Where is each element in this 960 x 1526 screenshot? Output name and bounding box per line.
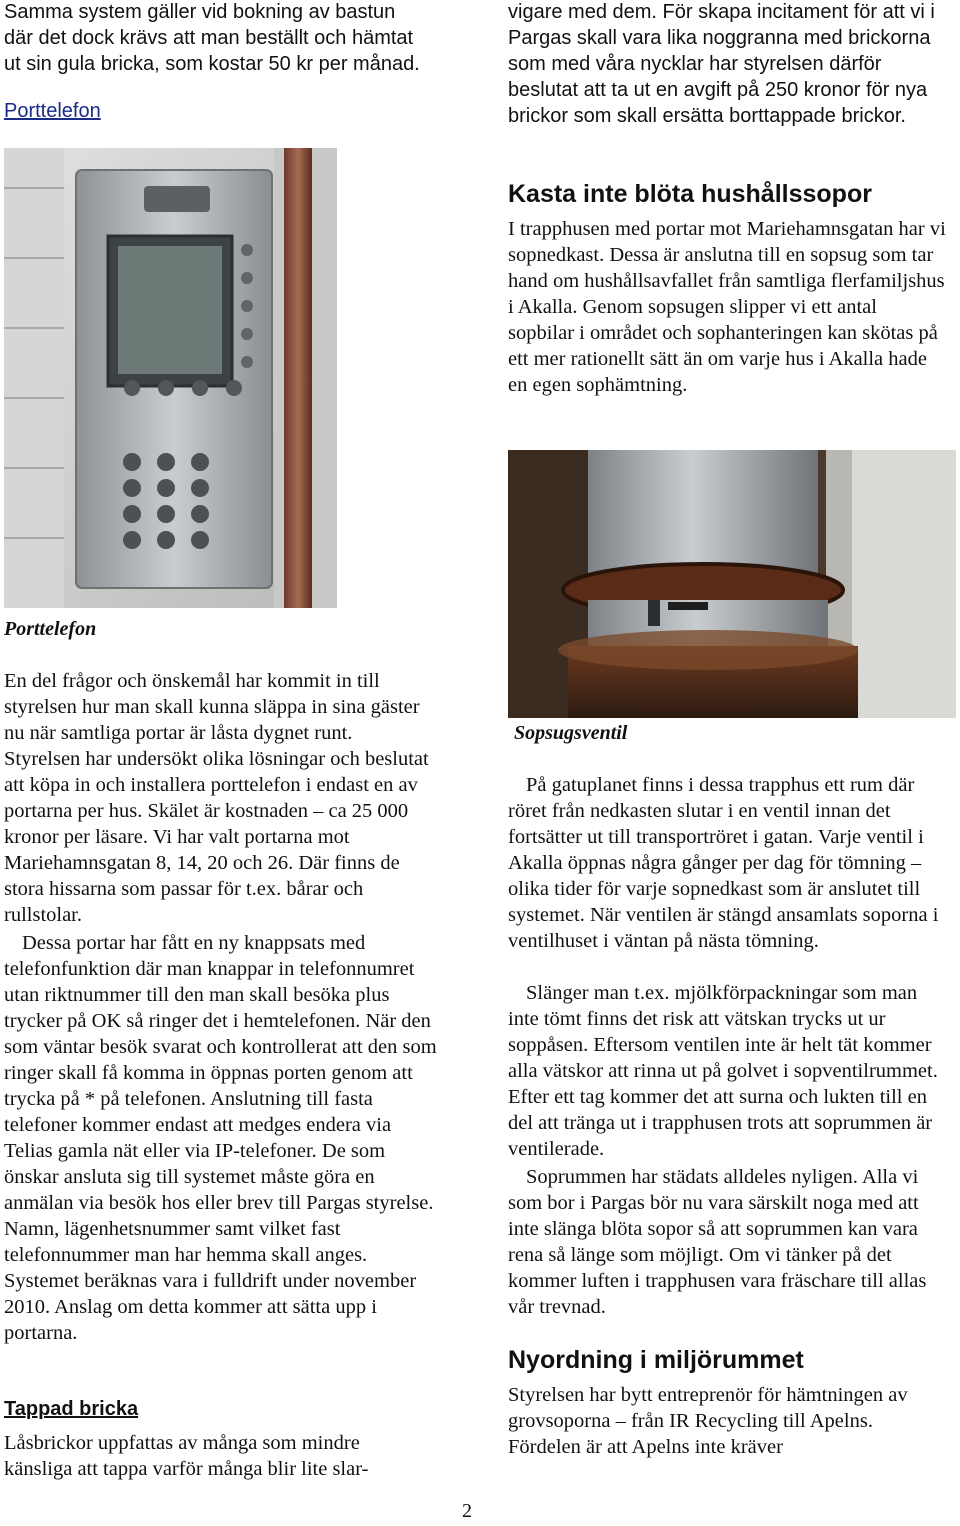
porttelefon-heading: Porttelefon: [4, 100, 101, 122]
sopsugsventil-photo-caption: Sopsugsventil: [514, 722, 628, 744]
porttelefon-paragraph-1: En del frågor och önskemål har kommit in till styrelsen hur man skall kunna släppa in sina gäster nu när samtliga portar är låsta dygnet runt. Styrelsen har undersökt olika lösningar och beslutat att köpa in och installera porttelefon i endast en av portarna per hus. Skälet är kostnaden – ca 25 000 kronor per läsare. Vi har valt portarna mot Mariehamnsgatan 8, 14, 20 och 26. Där finns de stora hissarna som passar för t.ex. bårar och rullstolar.: [4, 670, 429, 926]
nyordning-heading: Nyordning i miljörummet: [508, 1346, 804, 1374]
sopsugsventil-photo-drawing: [508, 450, 956, 718]
porttelefon-paragraph-2: Dessa portar har fått en ny knappsats med telefonfunktion där man knappar in telefonnumret utan riktnummer till den man skall besöka plus trycker på OK så ringer det i hemtelefonen. När den som väntar besök svarat och kontrollerat att den som ringer skall få komma in öppnas porten genom att trycka på * på telefonen. Anslutning till fasta telefoner kommer endast att medges endera via Telias gamla nät eller via IP-telefoner. De som önskar ansluta sig till systemet måste göra en anmälan via besök hos eller brev till Pargas styrelse. Namn, lägenhetsnummer samt vilket fast telefonnummer man har hemma skall anges. Systemet beräknas vara i fulldrift under november 2010. Anslag om detta kommer att sätta upp i portarna.: [4, 932, 437, 1344]
sopnedkast-paragraph: I trapphusen med portar mot Mariehamnsgatan har vi sopnedkast. Dessa är anslutna till en sopsug som tar hand om hushållsavfallet från samtliga flerfamiljshus i Akalla. Genom sopsugen slipper vi ett antal sopbilar i området och sophanteringen kan skötas på ett mer rationellt sätt än om varje hus i Akalla hade en egen sophämtning.: [508, 218, 946, 396]
porttelefon-photo-drawing: [4, 148, 337, 608]
porttelefon-photo: [4, 148, 337, 608]
mjolk-paragraph: Slänger man t.ex. mjölkförpackningar som man inte tömt finns det risk att vätskan trycks ut ur soppåsen. Eftersom ventilen inte är helt tät kommer alla vätskor att rinna ut på golvet i sopventilrummet. Efter ett tag kommer det att surna och lukten till en del att tränga ut i trapphusen trots att soprummen är ventilerade.: [508, 982, 938, 1160]
nyordning-paragraph: Styrelsen har bytt entreprenör för hämtningen av grovsoporna – från IR Recycling till Apelns. Fördelen är att Apelns inte kräver: [508, 1384, 908, 1458]
page-number: 2: [462, 1500, 472, 1522]
ventil-paragraph: På gatuplanet finns i dessa trapphus ett rum där röret från nedkasten slutar i en ventil innan det fortsätter ut till transportröret i gatan. Varje ventil i Akalla öppnas några gånger per dag för tömning – olika tider för varje sopnedkast som är anslutet till systemet. När ventilen är stängd ansamlats soporna i ventilhuset i väntan på nästa tömning.: [508, 774, 939, 952]
sopsugsventil-photo: [508, 450, 956, 718]
porttelefon-photo-caption: Porttelefon: [4, 618, 97, 640]
tappad-bricka-heading: Tappad bricka: [4, 1398, 139, 1420]
tappad-bricka-paragraph: Låsbrickor uppfattas av många som mindre känsliga att tappa varför många blir lite slar-: [4, 1432, 369, 1480]
kasta-inte-heading: Kasta inte blöta hushållssopor: [508, 180, 872, 208]
soprum-paragraph: Soprummen har städats alldeles nyligen. Alla vi som bor i Pargas bör nu vara särskilt noga med att inte slänga blöta sopor så att soprummen kan vara rena så länge som möjligt. Om vi tänker på det kommer luften i trapphusen vara fräschare till allas vår trevnad.: [508, 1166, 927, 1318]
brickor-paragraph: vigare med dem. För skapa incitament för att vi i Pargas skall vara lika noggranna med brickorna som med våra nycklar har styrelsen därför beslutat att ta ut en avgift på 250 kronor för nya brickor som skall ersätta borttappade brickor.: [508, 1, 935, 127]
intro-paragraph: Samma system gäller vid bokning av bastun där det dock krävs att man beställt och hämtat ut sin gula bricka, som kostar 50 kr per månad.: [4, 1, 420, 75]
